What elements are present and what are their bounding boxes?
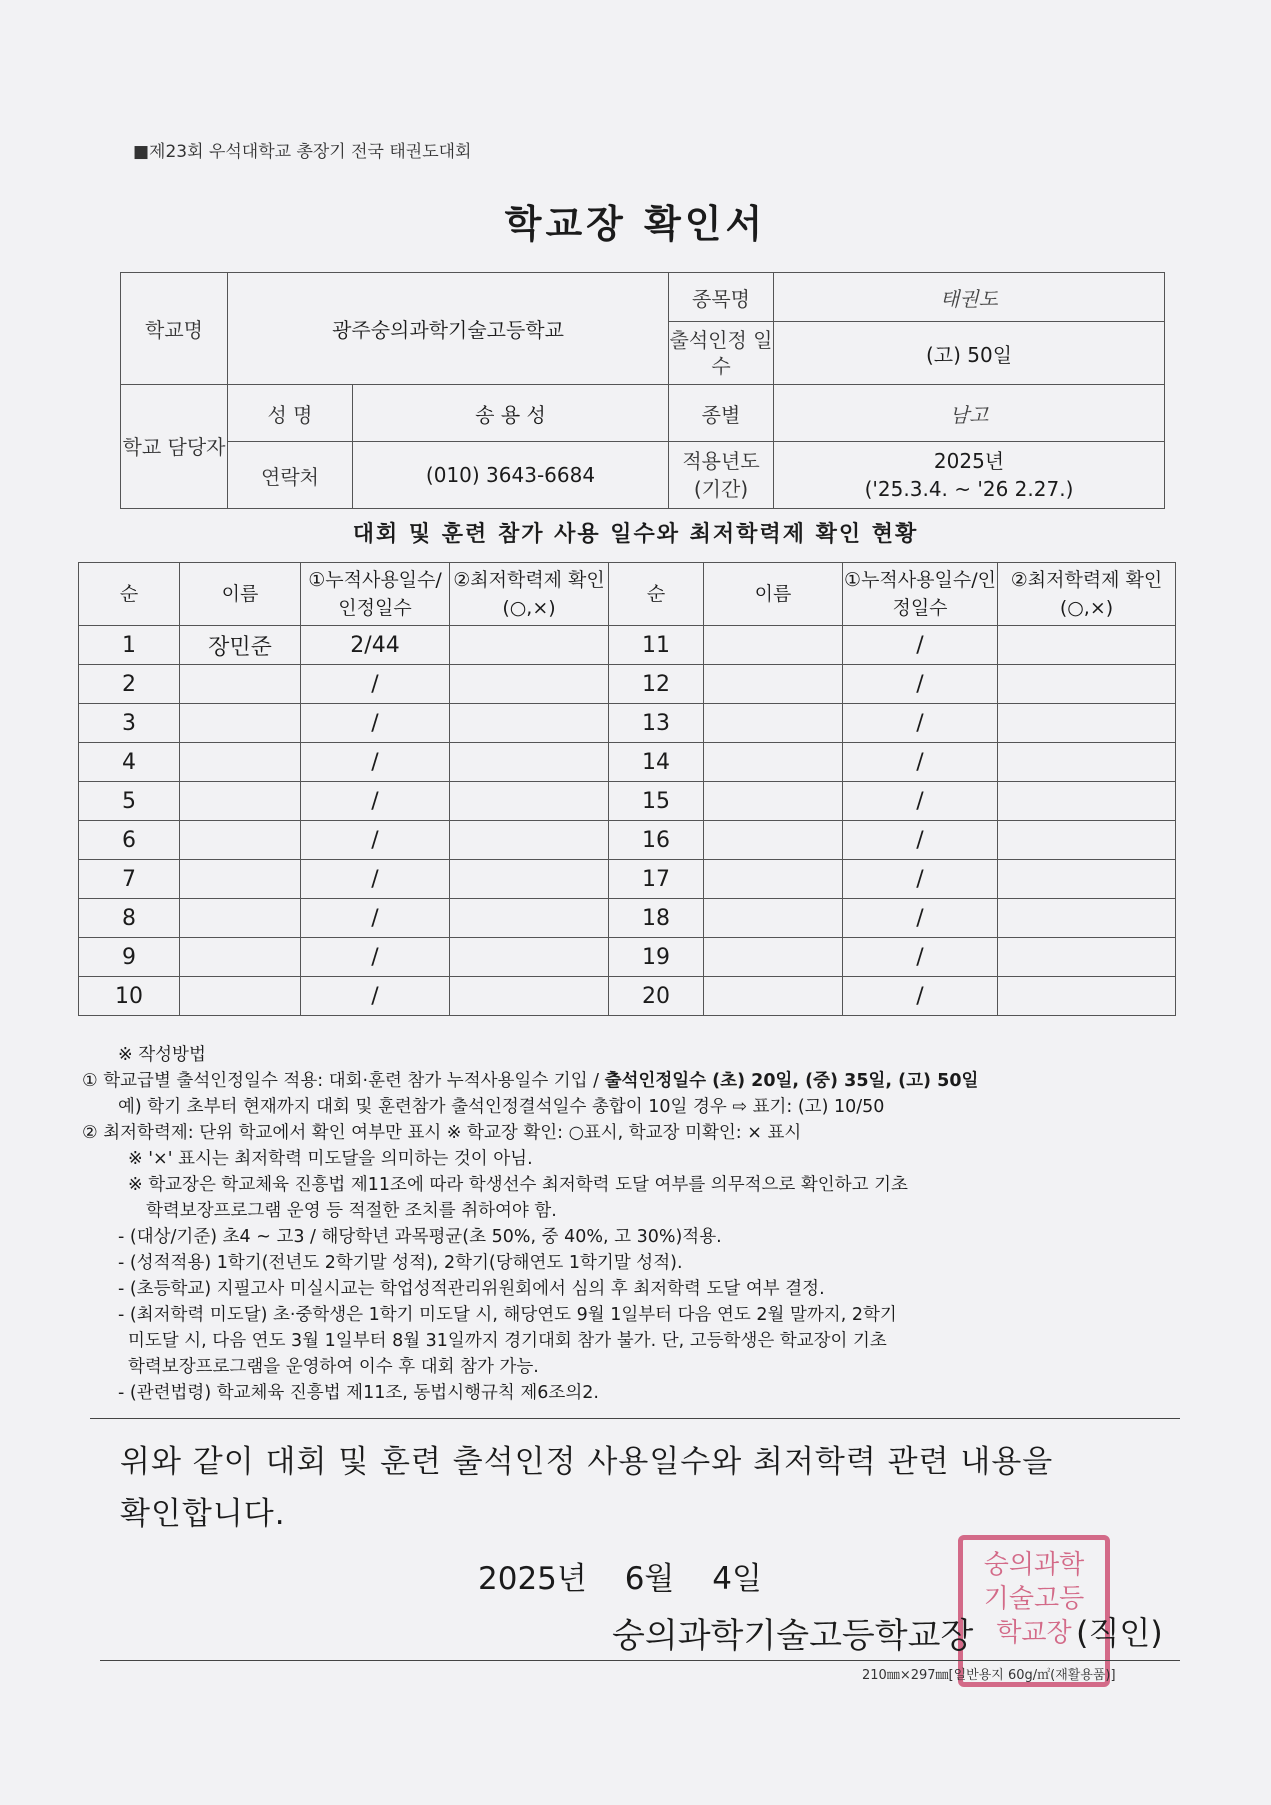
- row-name: [704, 626, 843, 665]
- row-check: [998, 977, 1176, 1016]
- row-check: [998, 860, 1176, 899]
- row-days: /: [301, 704, 450, 743]
- table-row: [79, 821, 1176, 860]
- row-check: [450, 782, 609, 821]
- row-days: /: [301, 743, 450, 782]
- row-no: 12: [609, 665, 704, 704]
- row-name: [180, 977, 301, 1016]
- contact-value: (010) 3643-6684: [353, 442, 669, 509]
- table-row: [79, 743, 1176, 782]
- notes-heading: ※ 작성방법: [118, 1045, 206, 1065]
- row-check: [450, 743, 609, 782]
- row-days: /: [301, 899, 450, 938]
- attendance-days-value: (고) 50일: [774, 322, 1165, 385]
- row-name: [704, 665, 843, 704]
- row-name: [180, 743, 301, 782]
- row-days: /: [843, 821, 998, 860]
- competition-name: ■제23회 우석대학교 총장기 전국 태권도대회: [133, 142, 472, 162]
- col-name: 이름: [180, 563, 301, 626]
- row-days: /: [843, 782, 998, 821]
- row-no: 7: [79, 860, 180, 899]
- row-no: 4: [79, 743, 180, 782]
- detail-not-reached: - (최저학력 미도달) 초·중학생은 1학기 미도달 시, 해당연도 9월 1일부터 다음 연도 2월 말까지, 2학기: [118, 1305, 897, 1325]
- row-days: /: [843, 665, 998, 704]
- row-check: [450, 704, 609, 743]
- table-row: [79, 704, 1176, 743]
- row-check: [450, 977, 609, 1016]
- confirmation-line-1: 위와 같이 대회 및 훈련 출석인정 사용일수와 최저학력 관련 내용을: [120, 1444, 1054, 1480]
- note-4: ※ 학교장은 학교체육 진흥법 제11조에 따라 학생선수 최저학력 도달 여부를 의무적으로 확인하고 기초: [128, 1175, 908, 1195]
- detail-law: - (관련법령) 학교체육 진흥법 제11조, 동법시행규칙 제6조의2.: [118, 1383, 599, 1403]
- event-value: 태권도: [774, 273, 1165, 322]
- table-row: [79, 977, 1176, 1016]
- table-row: [79, 860, 1176, 899]
- note-1-text: ① 학교급별 출석인정일수 적용: 대회·훈련 참가 누적사용일수 기입 /: [82, 1071, 605, 1091]
- row-check: [450, 626, 609, 665]
- table-row: [79, 938, 1176, 977]
- row-no: 10: [79, 977, 180, 1016]
- row-name: [180, 938, 301, 977]
- row-no: 9: [79, 938, 180, 977]
- row-no: 17: [609, 860, 704, 899]
- row-no: 8: [79, 899, 180, 938]
- note-1: [82, 1068, 1182, 1094]
- school-name-value: 광주숭의과학기술고등학교: [228, 273, 669, 385]
- manager-label: 학교 담당자: [121, 385, 228, 509]
- row-days: /: [843, 626, 998, 665]
- row-days: /: [301, 860, 450, 899]
- applied-period: ('25.3.4. ~ '26 2.27.): [864, 477, 1074, 501]
- note-1-highlight: 출석인정일수 (초) 20일, (중) 35일, (고) 50일: [604, 1071, 979, 1091]
- official-seal: 숭의과학기술고등학교장: [958, 1535, 1110, 1687]
- row-no: 6: [79, 821, 180, 860]
- row-no: 13: [609, 704, 704, 743]
- row-days: /: [301, 938, 450, 977]
- division-label: 종별: [669, 385, 774, 442]
- row-name: [180, 665, 301, 704]
- detail-not-reached-cont: 미도달 시, 다음 연도 3월 1일부터 8월 31일까지 경기대회 참가 불가. 단, 고등학생은 학교장이 기초: [128, 1331, 887, 1351]
- row-check: [450, 821, 609, 860]
- col-name: 이름: [704, 563, 843, 626]
- row-days: /: [301, 782, 450, 821]
- table-row: [79, 782, 1176, 821]
- row-no: 19: [609, 938, 704, 977]
- col-no: 순: [609, 563, 704, 626]
- table-row: [79, 665, 1176, 704]
- status-subtitle: 대회 및 훈련 참가 사용 일수와 최저학력제 확인 현황: [352, 522, 919, 547]
- division-value: 남고: [774, 385, 1165, 442]
- row-days: /: [301, 977, 450, 1016]
- row-days: /: [301, 821, 450, 860]
- row-days: /: [301, 665, 450, 704]
- row-name: [704, 938, 843, 977]
- col-check: ②최저학력제 확인(○,×): [450, 563, 609, 626]
- note-4-cont: 학력보장프로그램 운영 등 적절한 조치를 취하여야 함.: [146, 1201, 557, 1221]
- manager-name-value: 송 용 성: [353, 385, 669, 442]
- principal-signature: 숭의과학기술고등학교장: [612, 1616, 974, 1656]
- col-days: ①누적사용일수/인정일수: [843, 563, 998, 626]
- row-days: /: [843, 938, 998, 977]
- row-check: [998, 821, 1176, 860]
- note-3: ※ '×' 표시는 최저학력 미도달을 의미하는 것이 아님.: [128, 1149, 533, 1169]
- row-no: 3: [79, 704, 180, 743]
- row-name: [704, 977, 843, 1016]
- row-days: /: [843, 860, 998, 899]
- row-name: [704, 899, 843, 938]
- row-days: /: [843, 743, 998, 782]
- row-check: [450, 899, 609, 938]
- row-no: 15: [609, 782, 704, 821]
- paper-spec: 210㎜×297㎜[일반용지 60g/㎡(재활용품)]: [862, 1668, 1116, 1683]
- row-no: 5: [79, 782, 180, 821]
- period-cell: [774, 442, 1165, 509]
- row-name: [704, 704, 843, 743]
- row-check: [998, 626, 1176, 665]
- event-label: 종목명: [669, 273, 774, 322]
- period-label: 적용년도 (기간): [669, 442, 774, 509]
- confirmation-line-2: 확인합니다.: [120, 1496, 286, 1532]
- contact-label: 연락처: [228, 442, 353, 509]
- row-name: [180, 704, 301, 743]
- row-days: 2/44: [301, 626, 450, 665]
- row-days: /: [843, 977, 998, 1016]
- row-name: [180, 860, 301, 899]
- school-info-table: [120, 272, 1165, 509]
- divider: [90, 1418, 1180, 1419]
- detail-elementary: - (초등학교) 지필고사 미실시교는 학업성적관리위원회에서 심의 후 최저학력 도달 여부 결정.: [118, 1279, 825, 1299]
- row-name: [704, 821, 843, 860]
- athlete-status-table: [78, 562, 1176, 1016]
- row-name: [704, 782, 843, 821]
- row-no: 11: [609, 626, 704, 665]
- row-name: [180, 782, 301, 821]
- seal-note: (직인): [1076, 1614, 1163, 1652]
- row-check: [998, 938, 1176, 977]
- table-row: [79, 899, 1176, 938]
- instructions: [82, 1042, 1182, 1406]
- document-title: 학교장 확인서: [504, 202, 767, 246]
- col-days: ①누적사용일수/인정일수: [301, 563, 450, 626]
- row-name: [180, 821, 301, 860]
- issue-date: 2025년 6월 4일: [478, 1561, 762, 1597]
- row-no: 14: [609, 743, 704, 782]
- manager-name-label: 성 명: [228, 385, 353, 442]
- row-name: [704, 860, 843, 899]
- school-name-label: 학교명: [121, 273, 228, 385]
- applied-year: 2025년: [933, 449, 1005, 473]
- row-no: 2: [79, 665, 180, 704]
- row-no: 18: [609, 899, 704, 938]
- note-1-example: 예) 학기 초부터 현재까지 대회 및 훈련참가 출석인정결석일수 총합이 10일 경우 ⇨ 표기: (고) 10/50: [118, 1097, 885, 1117]
- confirmation-statement: [120, 1436, 1053, 1540]
- detail-not-reached-cont2: 학력보장프로그램을 운영하여 이수 후 대회 참가 가능.: [128, 1357, 539, 1377]
- row-check: [998, 743, 1176, 782]
- row-no: 1: [79, 626, 180, 665]
- row-days: /: [843, 899, 998, 938]
- row-name: 장민준: [180, 626, 301, 665]
- row-check: [450, 860, 609, 899]
- row-check: [998, 782, 1176, 821]
- table-row: [79, 626, 1176, 665]
- row-check: [998, 704, 1176, 743]
- col-no: 순: [79, 563, 180, 626]
- row-no: 20: [609, 977, 704, 1016]
- detail-grades: - (성적적용) 1학기(전년도 2학기말 성적), 2학기(당해연도 1학기말 성적).: [118, 1253, 683, 1273]
- row-check: [998, 899, 1176, 938]
- row-check: [998, 665, 1176, 704]
- row-name: [180, 899, 301, 938]
- footer-divider: [100, 1660, 1180, 1661]
- detail-target: - (대상/기준) 초4 ~ 고3 / 해당학년 과목평균(초 50%, 중 40%, 고 30%)적용.: [118, 1227, 722, 1247]
- row-check: [450, 938, 609, 977]
- row-days: /: [843, 704, 998, 743]
- col-check: ②최저학력제 확인(○,×): [998, 563, 1176, 626]
- row-no: 16: [609, 821, 704, 860]
- row-name: [704, 743, 843, 782]
- row-check: [450, 665, 609, 704]
- attendance-days-label: 출석인정 일수: [669, 322, 774, 385]
- note-2: ② 최저학력제: 단위 학교에서 확인 여부만 표시 ※ 학교장 확인: ○표시, 학교장 미확인: × 표시: [82, 1123, 802, 1143]
